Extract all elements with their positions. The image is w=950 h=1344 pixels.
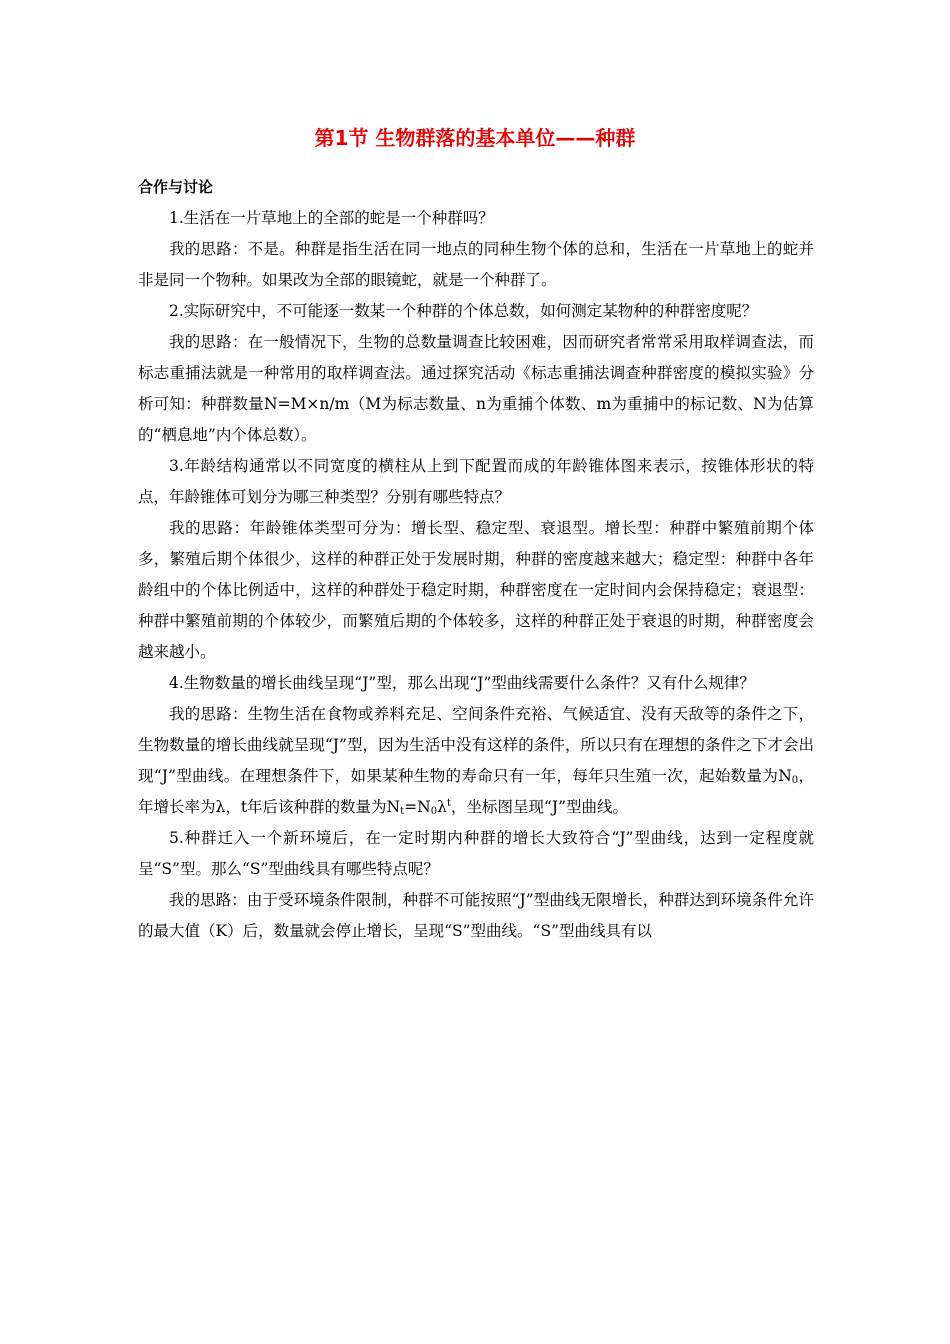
t-superscript: t xyxy=(446,798,451,809)
answer-4-text-1: 我的思路：生物生活在食物或养料充足、空间条件充裕、气候适宜、没有天敌等的条件之下，生物数量的增长曲线就呈现“J”型，因为生活中没有这样的条件，所以只有在理想的条件之下才会出现“J”型曲线。在理想条件下，如果某种生物的寿命只有一年，每年只生殖一次，起始数量为N xyxy=(138,705,814,785)
answer-4 xyxy=(138,699,814,823)
nt-subscript: t xyxy=(400,806,405,817)
question-4: 4.生物数量的增长曲线呈现“J”型，那么出现“J”型曲线需要什么条件？又有什么规律？ xyxy=(169,674,755,692)
question-1: 1.生活在一片草地上的全部的蛇是一个种群吗？ xyxy=(169,209,494,227)
section-heading: 合作与讨论 xyxy=(138,178,214,196)
answer-5: 我的思路：由于受环境条件限制，种群不可能按照“J”型曲线无限增长，种群达到环境条件允许的最大值（K）后，数量就会停止增长，呈现“S”型曲线。“S”型曲线具有以 xyxy=(138,891,814,940)
answer-2: 我的思路：在一般情况下，生物的总数量调查比较困难，因而研究者常常采用取样调查法，而标志重捕法就是一种常用的取样调查法。通过探究活动《标志重捕法调查种群密度的模拟实验》分析可知：种群数量N=M×n/m（M为标志数量、n为重捕个体数、m为重捕中的标记数、N为估算的“栖息地”内个体总数）。 xyxy=(138,333,814,444)
n0-subscript-2: 0 xyxy=(430,806,438,817)
document-body xyxy=(138,203,814,947)
page-title: 第1节 生物群落的基本单位——种群 xyxy=(314,126,636,150)
n0-subscript: 0 xyxy=(791,775,799,786)
answer-3: 我的思路：年龄锥体类型可分为：增长型、稳定型、衰退型。增长型：种群中繁殖前期个体多，繁殖后期个体很少，这样的种群正处于发展时期，种群的密度越来越大；稳定型：种群中各年龄组中的个体比例适中，这样的种群处于稳定时期，种群密度在一定时间内会保持稳定；衰退型：种群中繁殖前期的个体较少，而繁殖后期的个体较多，这样的种群正处于衰退的时期，种群密度会越来越小。 xyxy=(138,519,814,661)
question-2: 2.实际研究中，不可能逐一数某一个种群的个体总数，如何测定某物种的种群密度呢？ xyxy=(169,302,758,320)
answer-4-text-2: ，年增长率为λ，t年后该种群的数量为N xyxy=(138,767,814,816)
answer-1: 我的思路：不是。种群是指生活在同一地点的同种生物个体的总和，生活在一片草地上的蛇并非是同一个物种。如果改为全部的眼镜蛇，就是一个种群了。 xyxy=(138,240,814,289)
question-3: 3.年龄结构通常以不同宽度的横柱从上到下配置而成的年龄锥体图来表示，按锥体形状的特点，年龄锥体可划分为哪三种类型？分别有哪些特点？ xyxy=(138,457,814,506)
answer-4-text-5: ，坐标图呈现“J”型曲线。 xyxy=(450,798,629,816)
answer-4-text-4: λ xyxy=(437,798,447,816)
answer-4-text-3: =N xyxy=(404,798,431,816)
question-5: 5.种群迁入一个新环境后，在一定时期内种群的增长大致符合“J”型曲线，达到一定程度就呈“S”型。那么“S”型曲线具有哪些特点呢？ xyxy=(138,829,814,878)
